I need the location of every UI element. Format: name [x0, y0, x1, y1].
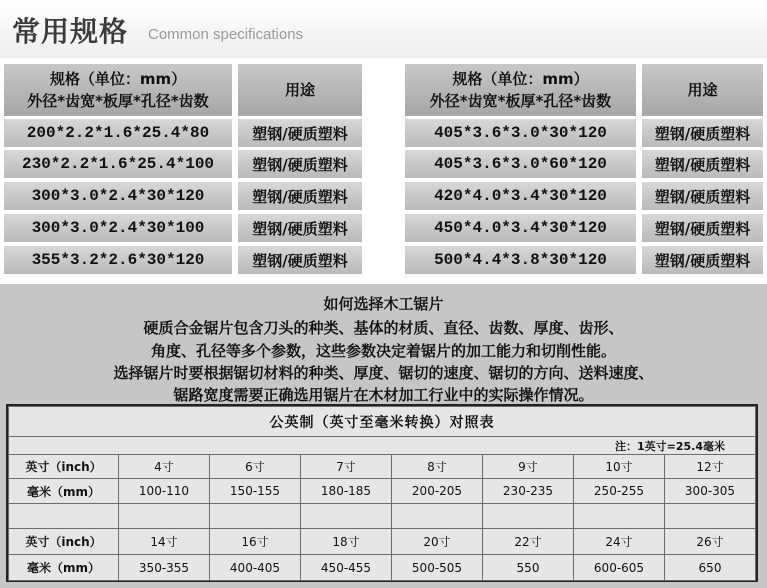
inch-cell: 26寸: [665, 529, 756, 555]
empty-cell: [9, 504, 119, 529]
spec-cell: 200*2.2*1.6*25.4*80: [4, 119, 232, 147]
guide-paragraph-line: 硬质合金锯片包含刀头的种类、基体的材质、直径、齿数、厚度、齿形、: [143, 319, 624, 337]
mm-cell: 350-355: [119, 555, 210, 581]
use-header-left: 用途: [238, 64, 362, 116]
mm-cell: 400-405: [210, 555, 301, 581]
use-cell: 塑钢/硬质塑料: [642, 182, 763, 210]
guide-paragraph-line: 选择锯片时要根据锯切材料的种类、厚度、锯切的速度、锯切的方向、送料速度、: [113, 364, 654, 382]
inch-cell: 8寸: [392, 455, 483, 479]
mm-cell: 650: [665, 555, 756, 581]
spec-cell: 450*4.0*3.4*30*120: [405, 214, 636, 242]
inch-cell: 7寸: [301, 455, 392, 479]
inch-row-label: 英寸（inch）: [9, 529, 119, 555]
inch-cell: 16寸: [210, 529, 301, 555]
spec-cell: 355*3.2*2.6*30*120: [4, 246, 232, 274]
mm-cell: 230-235: [483, 479, 574, 504]
spec-header-right: [405, 64, 636, 116]
mm-cell: 600-605: [574, 555, 665, 581]
mm-cell: 300-305: [665, 479, 756, 504]
inch-cell: 4寸: [119, 455, 210, 479]
mm-cell: 100-110: [119, 479, 210, 504]
mm-cell: 500-505: [392, 555, 483, 581]
use-cell: 塑钢/硬质塑料: [642, 214, 763, 242]
conversion-title: 公英制（英寸至毫米转换）对照表: [9, 407, 756, 437]
mm-cell: 200-205: [392, 479, 483, 504]
conversion-table: [6, 404, 758, 582]
mm-cell: 250-255: [574, 479, 665, 504]
inch-row-label: 英寸（inch）: [9, 455, 119, 479]
spec-cell: 300*3.0*2.4*30*120: [4, 182, 232, 210]
spec-cell: 300*3.0*2.4*30*100: [4, 214, 232, 242]
spec-cell: 420*4.0*3.4*30*120: [405, 182, 636, 210]
inch-cell: 6寸: [210, 455, 301, 479]
use-cell: 塑钢/硬质塑料: [238, 246, 362, 274]
use-cell: 塑钢/硬质塑料: [642, 150, 763, 178]
mm-cell: 150-155: [210, 479, 301, 504]
inch-cell: 10寸: [574, 455, 665, 479]
empty-cell: [665, 504, 756, 529]
mm-cell: 180-185: [301, 479, 392, 504]
section-header: [0, 0, 767, 58]
use-cell: 塑钢/硬质塑料: [238, 119, 362, 147]
use-header-right: 用途: [642, 64, 763, 116]
mm-row-label: 毫米（mm）: [9, 555, 119, 581]
use-cell: 塑钢/硬质塑料: [642, 119, 763, 147]
spec-cell: 405*3.6*3.0*30*120: [405, 119, 636, 147]
spec-header-line2: 外径*齿宽*板厚*孔径*齿数: [27, 92, 209, 110]
page-subtitle: Common specifications: [148, 26, 304, 43]
spec-header-left: [4, 64, 232, 116]
empty-cell: [483, 504, 574, 529]
empty-cell: [301, 504, 392, 529]
guide-paragraph-line: 锯路宽度需要正确选用锯片在木材加工行业中的实际操作情况。: [173, 386, 594, 404]
page-title: 常用规格: [12, 15, 129, 48]
mm-row-label: 毫米（mm）: [9, 479, 119, 504]
empty-cell: [574, 504, 665, 529]
spec-cell: 500*4.4*3.8*30*120: [405, 246, 636, 274]
empty-cell: [392, 504, 483, 529]
use-cell: 塑钢/硬质塑料: [642, 246, 763, 274]
conversion-note: 注：1英寸=25.4毫米: [9, 437, 756, 455]
mm-cell: 550: [483, 555, 574, 581]
spec-header-line1: 规格（单位：mm）: [49, 70, 187, 88]
spec-header-line1: 规格（单位：mm）: [452, 70, 589, 88]
inch-cell: 20寸: [392, 529, 483, 555]
spec-cell: 405*3.6*3.0*60*120: [405, 150, 636, 178]
empty-cell: [210, 504, 301, 529]
use-cell: 塑钢/硬质塑料: [238, 150, 362, 178]
inch-cell: 24寸: [574, 529, 665, 555]
inch-cell: 18寸: [301, 529, 392, 555]
inch-cell: 22寸: [483, 529, 574, 555]
mm-cell: 450-455: [301, 555, 392, 581]
empty-cell: [119, 504, 210, 529]
guide-title: 如何选择木工锯片: [323, 295, 444, 313]
use-cell: 塑钢/硬质塑料: [238, 182, 362, 210]
use-cell: 塑钢/硬质塑料: [238, 214, 362, 242]
guide-paragraph-line: 角度、孔径等多个参数，这些参数决定着锯片的加工能力和切削性能。: [150, 342, 616, 360]
spec-cell: 230*2.2*1.6*25.4*100: [4, 150, 232, 178]
inch-cell: 14寸: [119, 529, 210, 555]
inch-cell: 12寸: [665, 455, 756, 479]
spec-header-line2: 外径*齿宽*板厚*孔径*齿数: [429, 92, 612, 110]
inch-cell: 9寸: [483, 455, 574, 479]
